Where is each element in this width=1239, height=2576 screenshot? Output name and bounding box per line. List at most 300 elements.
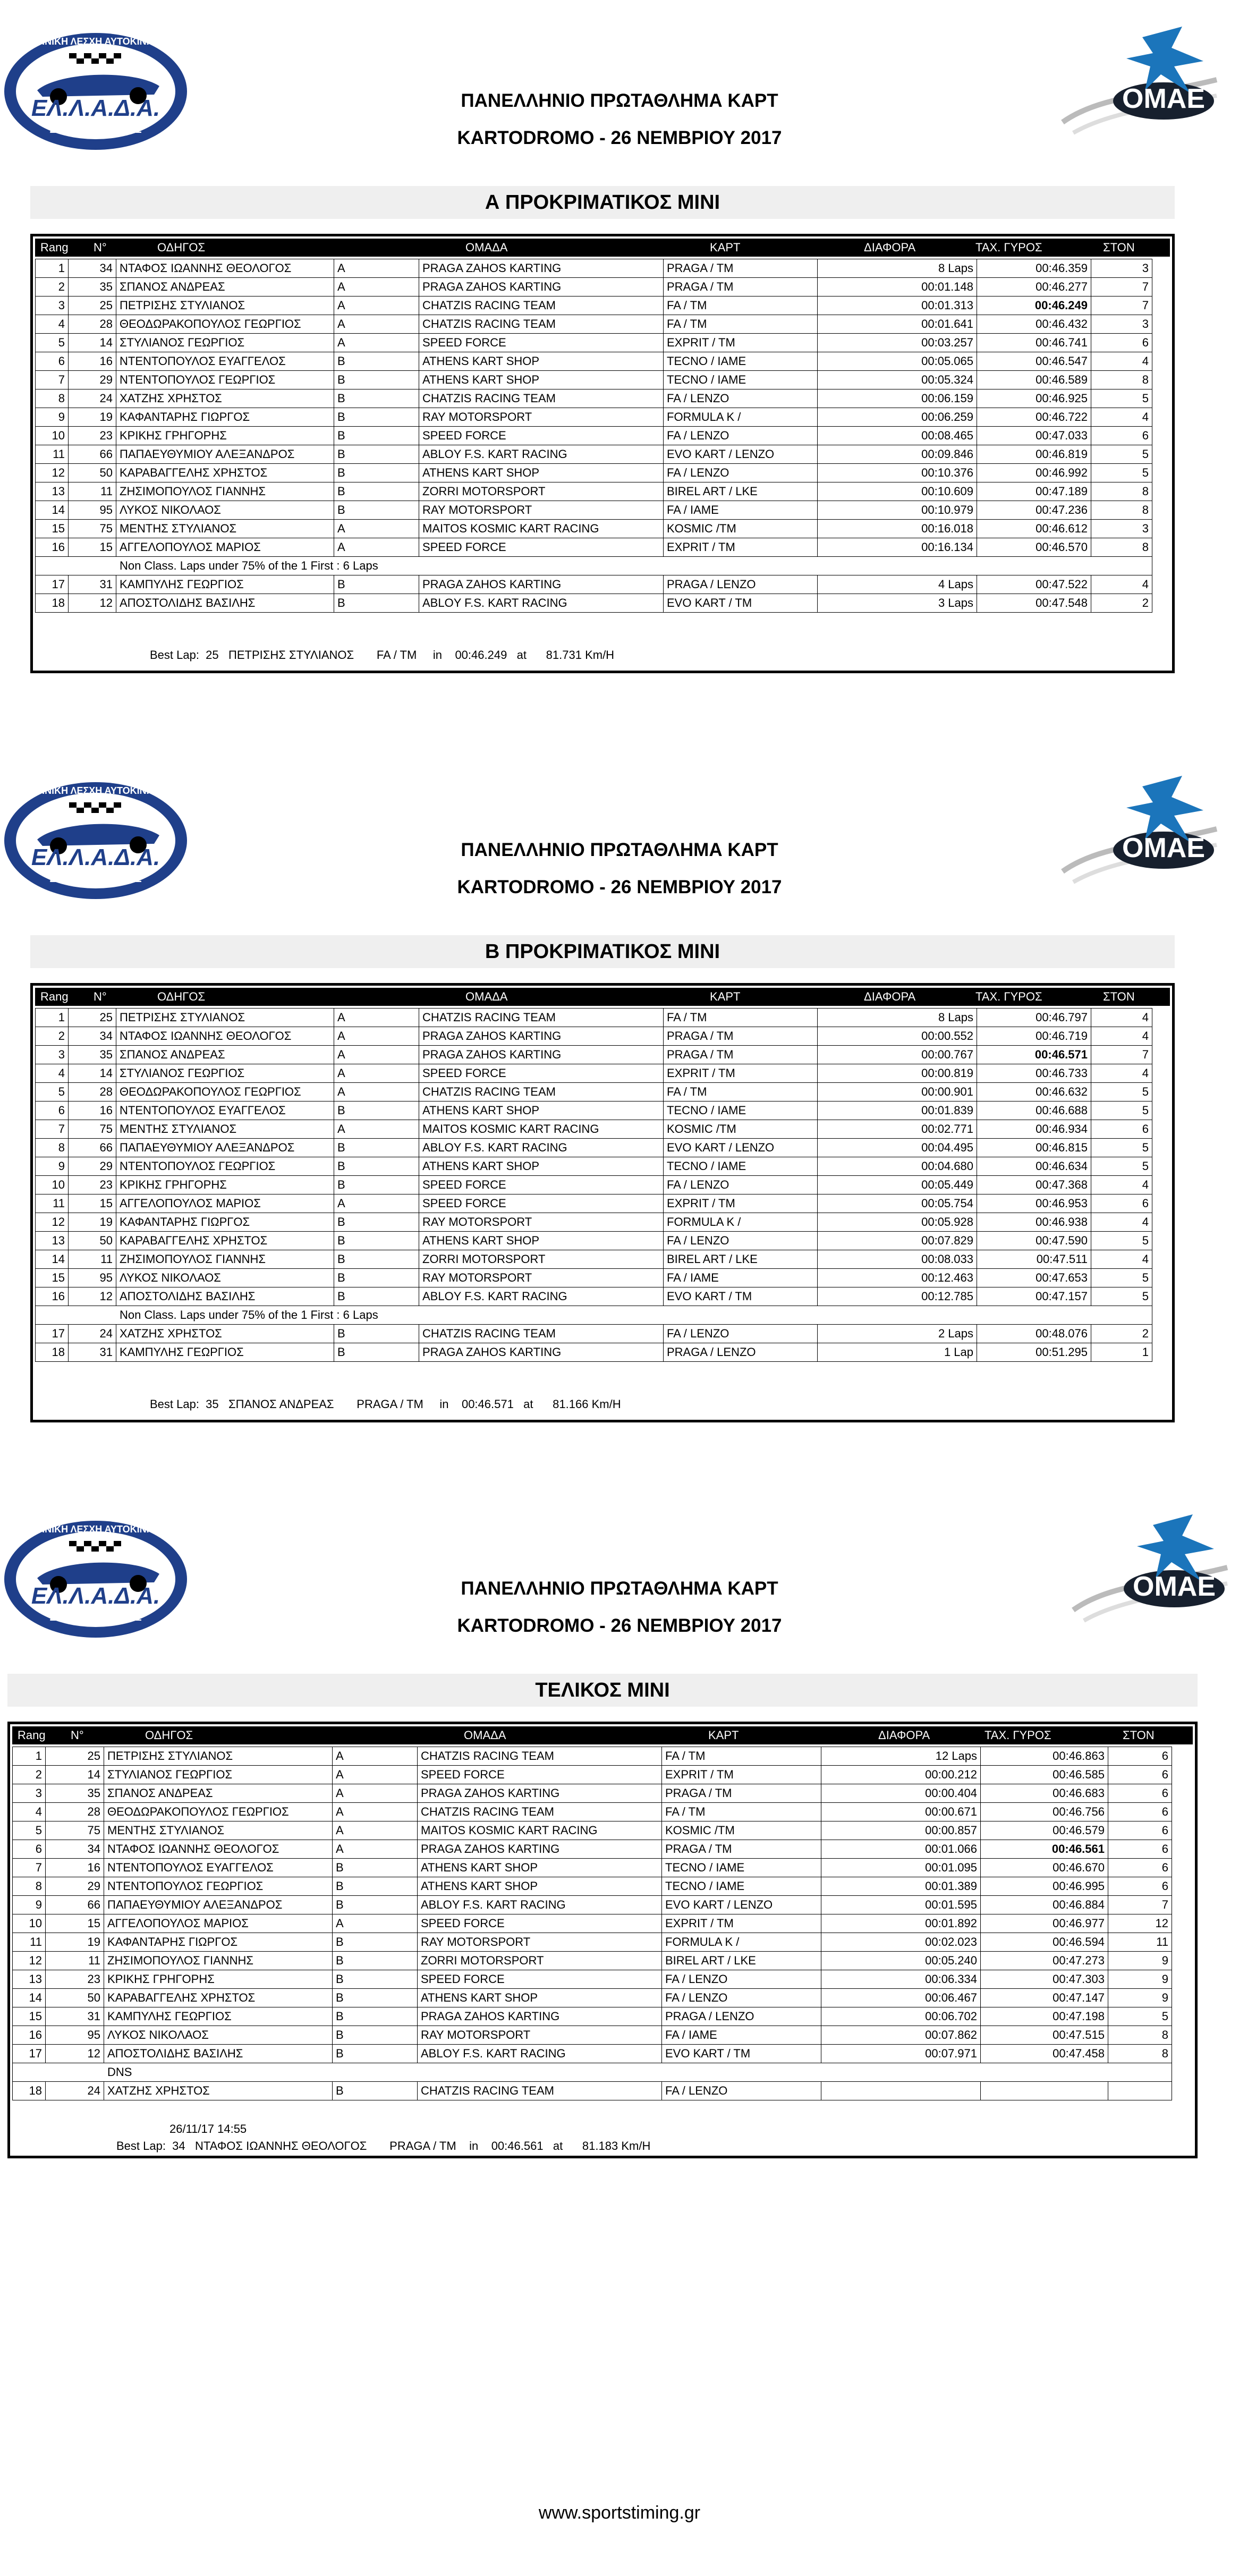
table-row[interactable] bbox=[13, 2007, 1172, 2026]
table-cell: 00:10.609 bbox=[818, 482, 977, 501]
table-cell: EXPRIT / TM bbox=[662, 1914, 821, 1933]
table-cell: TECNO / IAME bbox=[662, 1859, 821, 1877]
table-cell: 25 bbox=[69, 296, 116, 315]
table-cell: PRAGA ZAHOS KARTING bbox=[419, 1343, 664, 1362]
table-cell: 00:01.313 bbox=[818, 296, 977, 315]
session-section bbox=[0, 1488, 1239, 2232]
table-row[interactable] bbox=[36, 334, 1152, 352]
table-row[interactable] bbox=[36, 1194, 1152, 1213]
table-cell: 00:06.334 bbox=[821, 1970, 981, 1989]
table-cell: FA / LENZO bbox=[664, 427, 818, 445]
table-cell: SPEED FORCE bbox=[419, 334, 664, 352]
table-cell: ΣΤΥΛΙΑΝΟΣ ΓΕΩΡΓΙΟΣ bbox=[104, 1766, 333, 1784]
table-cell: ΠΕΤΡΙΣΗΣ ΣΤΥΛΙΑΝΟΣ bbox=[116, 296, 334, 315]
table-cell: SPEED FORCE bbox=[419, 1194, 664, 1213]
table-row[interactable] bbox=[13, 1840, 1172, 1859]
table-cell: 1 bbox=[36, 259, 69, 278]
table-cell: ABLOY F.S. KART RACING bbox=[419, 1287, 664, 1306]
table-row[interactable] bbox=[36, 1120, 1152, 1139]
table-cell: 4 bbox=[1091, 408, 1152, 427]
table-cell: PRAGA ZAHOS KARTING bbox=[418, 1840, 662, 1859]
table-cell: 00:46.938 bbox=[977, 1213, 1091, 1232]
table-cell: RAY MOTORSPORT bbox=[419, 501, 664, 520]
table-cell: TECNO / IAME bbox=[664, 1157, 818, 1176]
table-cell: 00:00.671 bbox=[821, 1803, 981, 1821]
nonclass-label: Non Class. Laps under 75% of the 1 First : 6 Laps bbox=[36, 1306, 1152, 1325]
svg-text:ΕΛ.Λ.Α.Δ.Α.: ΕΛ.Λ.Α.Δ.Α. bbox=[31, 95, 160, 121]
championship-title: ΠΑΝΕΛΛΗΝΙΟ ΠΡΩΤΑΘΛΗΜΑ ΚΑΡΤ bbox=[461, 840, 778, 860]
table-cell: 00:46.579 bbox=[981, 1821, 1108, 1840]
table-cell: 12 bbox=[36, 1213, 69, 1232]
table-cell: 24 bbox=[69, 389, 116, 408]
column-header: ΚΑΡΤ bbox=[708, 1728, 739, 1742]
table-cell: ΠΑΠΑΕΥΘΥΜΙΟΥ ΑΛΕΞΑΝΔΡΟΣ bbox=[104, 1896, 333, 1914]
table-cell: 00:51.295 bbox=[977, 1343, 1091, 1362]
table-cell: CHATZIS RACING TEAM bbox=[419, 1009, 664, 1027]
table-cell: 00:46.277 bbox=[977, 278, 1091, 296]
table-cell: 00:00.212 bbox=[821, 1766, 981, 1784]
table-cell: 14 bbox=[46, 1766, 104, 1784]
table-cell: FA / TM bbox=[664, 1009, 818, 1027]
table-cell: FA / IAME bbox=[664, 501, 818, 520]
table-cell: EXPRIT / TM bbox=[664, 538, 818, 557]
table-cell: ΖΗΣΙΜΟΠΟΥΛΟΣ ΓΙΑΝΝΗΣ bbox=[116, 1250, 334, 1269]
table-row[interactable] bbox=[36, 296, 1152, 315]
table-cell: 8 bbox=[1091, 538, 1152, 557]
table-cell: SPEED FORCE bbox=[419, 1176, 664, 1194]
table-cell: 8 bbox=[36, 389, 69, 408]
nonclass-row[interactable] bbox=[36, 1343, 1152, 1362]
table-cell: 16 bbox=[36, 538, 69, 557]
table-cell: B bbox=[334, 352, 419, 371]
table-cell: CHATZIS RACING TEAM bbox=[418, 1803, 662, 1821]
results-table bbox=[30, 983, 1175, 1422]
table-cell: 6 bbox=[1108, 1747, 1172, 1766]
table-cell: B bbox=[333, 2026, 418, 2045]
table-cell: 16 bbox=[69, 352, 116, 371]
table-cell: ΛΥΚΟΣ ΝΙΚΟΛΑΟΣ bbox=[116, 1269, 334, 1287]
table-cell: ABLOY F.S. KART RACING bbox=[419, 445, 664, 464]
table-row[interactable] bbox=[36, 278, 1152, 296]
column-header: ΣΤΟΝ bbox=[1123, 1728, 1155, 1742]
table-cell: ABLOY F.S. KART RACING bbox=[419, 594, 664, 613]
table-cell: ΧΑΤΖΗΣ ΧΡΗΣΤΟΣ bbox=[116, 1325, 334, 1343]
table-cell: FORMULA K / bbox=[664, 1213, 818, 1232]
table-cell: 00:46.432 bbox=[977, 315, 1091, 334]
table-row[interactable] bbox=[36, 259, 1152, 278]
table-cell: A bbox=[334, 1083, 419, 1101]
table-row[interactable] bbox=[36, 315, 1152, 334]
table-cell: 00:46.547 bbox=[977, 352, 1091, 371]
table-cell: 8 bbox=[36, 1139, 69, 1157]
table-row[interactable] bbox=[13, 1821, 1172, 1840]
table-cell: 00:01.595 bbox=[821, 1896, 981, 1914]
best-lap-summary: Best Lap: 34 ΝΤΑΦΟΣ ΙΩΑΝΝΗΣ ΘΕΟΛΟΓΟΣ PRAGA / TM in 00:46.561 at 81.183 Km/H bbox=[116, 2139, 651, 2153]
table-cell: A bbox=[333, 1821, 418, 1840]
table-cell: PRAGA / TM bbox=[662, 1784, 821, 1803]
table-cell: 00:00.552 bbox=[818, 1027, 977, 1046]
table-cell: ΧΑΤΖΗΣ ΧΡΗΣΤΟΣ bbox=[116, 389, 334, 408]
column-header: ΟΜΑΔΑ bbox=[464, 1728, 506, 1742]
table-cell: ATHENS KART SHOP bbox=[419, 464, 664, 482]
table-cell: 19 bbox=[69, 408, 116, 427]
table-cell: 11 bbox=[36, 1194, 69, 1213]
table-cell: 18 bbox=[13, 2082, 46, 2100]
table-cell: CHATZIS RACING TEAM bbox=[419, 1325, 664, 1343]
table-cell: 00:47.522 bbox=[977, 575, 1091, 594]
table-cell: 12 bbox=[69, 594, 116, 613]
table-cell: FORMULA K / bbox=[664, 408, 818, 427]
table-cell: EXPRIT / TM bbox=[664, 1194, 818, 1213]
table-cell: 00:47.368 bbox=[977, 1176, 1091, 1194]
table-cell: B bbox=[333, 1933, 418, 1952]
table-cell: 00:46.632 bbox=[977, 1083, 1091, 1101]
table-cell: BIREL ART / LKE bbox=[662, 1952, 821, 1970]
table-cell: PRAGA / LENZO bbox=[664, 1343, 818, 1362]
table-cell: ΠΑΠΑΕΥΘΥΜΙΟΥ ΑΛΕΞΑΝΔΡΟΣ bbox=[116, 445, 334, 464]
table-row[interactable] bbox=[36, 1176, 1152, 1194]
table-cell: 35 bbox=[69, 1046, 116, 1064]
table-row[interactable] bbox=[36, 1101, 1152, 1120]
table-cell: 3 bbox=[1091, 520, 1152, 538]
table-cell: 00:07.829 bbox=[818, 1232, 977, 1250]
table-row[interactable] bbox=[13, 2026, 1172, 2045]
table-cell: 00:01.892 bbox=[821, 1914, 981, 1933]
table-row[interactable] bbox=[36, 445, 1152, 464]
table-cell: B bbox=[334, 482, 419, 501]
table-cell: 00:10.979 bbox=[818, 501, 977, 520]
table-cell: EXPRIT / TM bbox=[662, 1766, 821, 1784]
table-cell: ΑΠΟΣΤΟΛΙΔΗΣ ΒΑΣΙΛΗΣ bbox=[116, 594, 334, 613]
svg-text:ΕΛΛΗΝΙΚΗ ΛΕΣΧΗ ΑΥΤΟΚΙΝΗΤΟΥ: ΕΛΛΗΝΙΚΗ ΛΕΣΧΗ ΑΥΤΟΚΙΝΗΤΟΥ bbox=[19, 1524, 173, 1535]
table-cell: 00:46.683 bbox=[981, 1784, 1108, 1803]
table-cell: 5 bbox=[13, 1821, 46, 1840]
table-cell: B bbox=[333, 1970, 418, 1989]
table-cell: 5 bbox=[1108, 2007, 1172, 2026]
table-row[interactable] bbox=[36, 520, 1152, 538]
table-cell: ΛΥΚΟΣ ΝΙΚΟΛΑΟΣ bbox=[116, 501, 334, 520]
table-cell: RAY MOTORSPORT bbox=[419, 1213, 664, 1232]
table-cell: 28 bbox=[69, 315, 116, 334]
table-cell: 15 bbox=[13, 2007, 46, 2026]
column-header: ΟΜΑΔΑ bbox=[465, 990, 508, 1003]
table-cell: ΛΥΚΟΣ ΝΙΚΟΛΑΟΣ bbox=[104, 2026, 333, 2045]
table-cell: 16 bbox=[13, 2026, 46, 2045]
column-header: ΟΜΑΔΑ bbox=[465, 241, 508, 254]
table-row[interactable] bbox=[13, 1896, 1172, 1914]
table-cell: ΣΤΥΛΙΑΝΟΣ ΓΕΩΡΓΙΟΣ bbox=[116, 334, 334, 352]
svg-text:ΕΛ.Λ.Α.Δ.Α.: ΕΛ.Λ.Α.Δ.Α. bbox=[31, 844, 160, 870]
table-row[interactable] bbox=[36, 1250, 1152, 1269]
table-cell: 12 bbox=[69, 1287, 116, 1306]
table-cell: ΝΤΑΦΟΣ ΙΩΑΝΝΗΣ ΘΕΟΛΟΓΟΣ bbox=[104, 1840, 333, 1859]
table-cell: ΝΤΕΝΤΟΠΟΥΛΟΣ ΓΕΩΡΓΙΟΣ bbox=[116, 371, 334, 389]
table-cell: 00:00.767 bbox=[818, 1046, 977, 1064]
table-row[interactable] bbox=[36, 408, 1152, 427]
table-row[interactable] bbox=[36, 389, 1152, 408]
table-cell: CHATZIS RACING TEAM bbox=[419, 315, 664, 334]
table-cell: 15 bbox=[46, 1914, 104, 1933]
table-cell: 00:16.134 bbox=[818, 538, 977, 557]
table-row[interactable] bbox=[13, 1914, 1172, 1933]
table-cell: 6 bbox=[1108, 1803, 1172, 1821]
table-cell: A bbox=[333, 1803, 418, 1821]
table-cell: 29 bbox=[69, 1157, 116, 1176]
table-cell: 7 bbox=[36, 1120, 69, 1139]
event-subtitle: KARTODROMO - 26 ΝΕΜΒΡΙΟΥ 2017 bbox=[457, 128, 782, 148]
table-row[interactable] bbox=[13, 1970, 1172, 1989]
table-row[interactable] bbox=[36, 1139, 1152, 1157]
table-cell: ΝΤΕΝΤΟΠΟΥΛΟΣ ΓΕΩΡΓΙΟΣ bbox=[104, 1877, 333, 1896]
table-cell: 00:00.901 bbox=[818, 1083, 977, 1101]
table-row[interactable] bbox=[36, 1009, 1152, 1027]
table-cell: 00:46.561 bbox=[981, 1840, 1108, 1859]
table-cell: 4 bbox=[36, 1064, 69, 1083]
table-cell: 14 bbox=[69, 334, 116, 352]
table-cell: 00:46.670 bbox=[981, 1859, 1108, 1877]
table-cell: ΣΠΑΝΟΣ ΑΝΔΡΕΑΣ bbox=[104, 1784, 333, 1803]
table-cell: 6 bbox=[36, 1101, 69, 1120]
table-cell: B bbox=[333, 1896, 418, 1914]
table-cell: 13 bbox=[36, 1232, 69, 1250]
svg-text:ΔΥΤΙΚΗΣ ΑΤΤΙΚΗΣ: ΔΥΤΙΚΗΣ ΑΤΤΙΚΗΣ bbox=[49, 873, 142, 885]
table-cell: MAITOS KOSMIC KART RACING bbox=[418, 1821, 662, 1840]
table-cell: 00:46.925 bbox=[977, 389, 1091, 408]
event-subtitle: KARTODROMO - 26 ΝΕΜΒΡΙΟΥ 2017 bbox=[457, 1615, 782, 1636]
table-cell: 5 bbox=[1091, 1101, 1152, 1120]
table-cell: 8 bbox=[1108, 2026, 1172, 2045]
table-cell: 00:47.198 bbox=[981, 2007, 1108, 2026]
table-cell: FA / TM bbox=[662, 1747, 821, 1766]
table-row[interactable] bbox=[13, 1989, 1172, 2007]
table-row[interactable] bbox=[36, 464, 1152, 482]
table-cell: B bbox=[334, 1101, 419, 1120]
table-cell: ΚΡΙΚΗΣ ΓΡΗΓΟΡΗΣ bbox=[104, 1970, 333, 1989]
table-cell: 00:01.095 bbox=[821, 1859, 981, 1877]
table-cell: 12 Laps bbox=[821, 1747, 981, 1766]
table-cell: ΠΑΠΑΕΥΘΥΜΙΟΥ ΑΛΕΞΑΝΔΡΟΣ bbox=[116, 1139, 334, 1157]
nonclass-row[interactable] bbox=[36, 1325, 1152, 1343]
table-cell: EVO KART / LENZO bbox=[664, 445, 818, 464]
table-row[interactable] bbox=[36, 1064, 1152, 1083]
nonclass-label: Non Class. Laps under 75% of the 1 First : 6 Laps bbox=[36, 557, 1152, 575]
table-cell: B bbox=[334, 1343, 419, 1362]
table-cell: SPEED FORCE bbox=[419, 1064, 664, 1083]
table-row[interactable] bbox=[36, 352, 1152, 371]
table-cell: ΑΓΓΕΛΟΠΟΥΛΟΣ ΜΑΡΙΟΣ bbox=[116, 1194, 334, 1213]
table-cell: A bbox=[334, 259, 419, 278]
table-cell: 95 bbox=[46, 2026, 104, 2045]
table-cell: ΚΑΦΑΝΤΑΡΗΣ ΓΙΩΡΓΟΣ bbox=[116, 1213, 334, 1232]
table-cell: ATHENS KART SHOP bbox=[419, 1157, 664, 1176]
table-cell: 12 bbox=[36, 464, 69, 482]
table-cell: PRAGA / TM bbox=[664, 278, 818, 296]
nonclass-row[interactable] bbox=[36, 575, 1152, 594]
table-cell: ATHENS KART SHOP bbox=[418, 1859, 662, 1877]
table-cell: B bbox=[334, 594, 419, 613]
table-cell: 2 bbox=[36, 278, 69, 296]
table-row[interactable] bbox=[36, 482, 1152, 501]
table-row[interactable] bbox=[13, 2045, 1172, 2063]
table-cell: ΑΠΟΣΤΟΛΙΔΗΣ ΒΑΣΙΛΗΣ bbox=[116, 1287, 334, 1306]
table-cell: 15 bbox=[36, 520, 69, 538]
table-row[interactable] bbox=[36, 1232, 1152, 1250]
table-cell: A bbox=[334, 1009, 419, 1027]
table-row[interactable] bbox=[36, 1213, 1152, 1232]
table-cell: A bbox=[334, 1064, 419, 1083]
table-row[interactable] bbox=[36, 1287, 1152, 1306]
table-cell: 5 bbox=[1091, 1269, 1152, 1287]
table-cell: ATHENS KART SHOP bbox=[419, 1232, 664, 1250]
best-lap-summary: Best Lap: 25 ΠΕΤΡΙΣΗΣ ΣΤΥΛΙΑΝΟΣ FA / TM in 00:46.249 at 81.731 Km/H bbox=[150, 648, 615, 662]
table-cell: 15 bbox=[69, 1194, 116, 1213]
table-cell: 35 bbox=[46, 1784, 104, 1803]
column-header: Rang bbox=[40, 990, 69, 1003]
table-cell: 6 bbox=[1108, 1766, 1172, 1784]
table-cell: 31 bbox=[46, 2007, 104, 2026]
nonclass-divider bbox=[36, 557, 1152, 575]
column-header: ΔΙΑΦΟΡΑ bbox=[878, 1728, 930, 1742]
table-cell: 00:09.846 bbox=[818, 445, 977, 464]
table-row[interactable] bbox=[13, 1877, 1172, 1896]
table-row[interactable] bbox=[36, 1269, 1152, 1287]
table-cell: B bbox=[334, 575, 419, 594]
timestamp: 26/11/17 14:55 bbox=[169, 2122, 247, 2136]
table-cell: 00:00.404 bbox=[821, 1784, 981, 1803]
table-cell: 2 bbox=[13, 1766, 46, 1784]
table-cell: A bbox=[333, 1914, 418, 1933]
best-lap-summary: Best Lap: 35 ΣΠΑΝΟΣ ΑΝΔΡΕΑΣ PRAGA / TM in 00:46.571 at 81.166 Km/H bbox=[150, 1397, 621, 1411]
table-row[interactable] bbox=[13, 1747, 1172, 1766]
table-cell: FA / LENZO bbox=[664, 464, 818, 482]
table-row[interactable] bbox=[13, 1933, 1172, 1952]
table-cell: 11 bbox=[36, 445, 69, 464]
table-cell: 00:46.797 bbox=[977, 1009, 1091, 1027]
table-cell: 00:05.928 bbox=[818, 1213, 977, 1232]
table-row[interactable] bbox=[36, 371, 1152, 389]
table-cell: 1 bbox=[1091, 1343, 1152, 1362]
table-cell: FA / LENZO bbox=[662, 1989, 821, 2007]
table-cell: ΣΠΑΝΟΣ ΑΝΔΡΕΑΣ bbox=[116, 1046, 334, 1064]
table-cell: TECNO / IAME bbox=[662, 1877, 821, 1896]
table-cell: B bbox=[334, 427, 419, 445]
table-cell: 14 bbox=[13, 1989, 46, 2007]
table-cell: 7 bbox=[36, 371, 69, 389]
table-row[interactable] bbox=[13, 1803, 1172, 1821]
table-cell: B bbox=[334, 1269, 419, 1287]
table-cell: 7 bbox=[13, 1859, 46, 1877]
table-cell: 6 bbox=[36, 352, 69, 371]
table-cell: 15 bbox=[69, 538, 116, 557]
table-row[interactable] bbox=[36, 1157, 1152, 1176]
table-cell: 24 bbox=[69, 1325, 116, 1343]
table-cell: 00:47.273 bbox=[981, 1952, 1108, 1970]
table-cell: KOSMIC /TM bbox=[664, 1120, 818, 1139]
table-cell: ΚΑΦΑΝΤΑΡΗΣ ΓΙΩΡΓΟΣ bbox=[116, 408, 334, 427]
table-cell: EVO KART / TM bbox=[662, 2045, 821, 2063]
table-row[interactable] bbox=[13, 1952, 1172, 1970]
table-cell: 4 bbox=[1091, 1027, 1152, 1046]
table-cell: 00:05.324 bbox=[818, 371, 977, 389]
table-cell: 11 bbox=[69, 1250, 116, 1269]
table-cell: 2 bbox=[1091, 594, 1152, 613]
session-title: ΤΕΛΙΚΟΣ ΜΙΝΙ bbox=[7, 1674, 1198, 1707]
table-row[interactable] bbox=[36, 1046, 1152, 1064]
table-cell: RAY MOTORSPORT bbox=[418, 2026, 662, 2045]
table-row[interactable] bbox=[13, 1859, 1172, 1877]
table-row[interactable] bbox=[36, 427, 1152, 445]
table-cell: B bbox=[334, 1157, 419, 1176]
table-cell: 00:05.065 bbox=[818, 352, 977, 371]
table-cell: 00:47.157 bbox=[977, 1287, 1091, 1306]
table-cell: 35 bbox=[69, 278, 116, 296]
table-cell: 9 bbox=[36, 408, 69, 427]
table-row[interactable] bbox=[36, 1027, 1152, 1046]
table-header bbox=[35, 239, 1170, 257]
table-cell: FA / TM bbox=[664, 296, 818, 315]
table-cell: 00:46.634 bbox=[977, 1157, 1091, 1176]
table-cell: 8 bbox=[1091, 371, 1152, 389]
table-row[interactable] bbox=[36, 538, 1152, 557]
nonclass-divider bbox=[36, 1306, 1152, 1325]
table-row[interactable] bbox=[36, 1083, 1152, 1101]
nonclass-row[interactable] bbox=[36, 594, 1152, 613]
table-cell: 11 bbox=[13, 1933, 46, 1952]
table-cell: ΧΑΤΖΗΣ ΧΡΗΣΤΟΣ bbox=[104, 2082, 333, 2100]
table-cell: PRAGA ZAHOS KARTING bbox=[419, 278, 664, 296]
table-cell: B bbox=[334, 1250, 419, 1269]
table-cell: B bbox=[334, 501, 419, 520]
table-cell: PRAGA ZAHOS KARTING bbox=[418, 2007, 662, 2026]
table-cell: ΚΑΡΑΒΑΓΓΕΛΗΣ ΧΡΗΣΤΟΣ bbox=[116, 1232, 334, 1250]
table-cell: 17 bbox=[13, 2045, 46, 2063]
table-row[interactable] bbox=[13, 1784, 1172, 1803]
footer-url[interactable]: www.sportstiming.gr bbox=[538, 2503, 701, 2523]
table-cell: 50 bbox=[46, 1989, 104, 2007]
svg-text:ΟΜΑΕ: ΟΜΑΕ bbox=[1122, 83, 1205, 114]
nonclass-row[interactable] bbox=[13, 2082, 1172, 2100]
nonclass-label: DNS bbox=[13, 2063, 1172, 2082]
column-header: ΤΑΧ. ΓΥΡΟΣ bbox=[985, 1728, 1051, 1742]
table-header bbox=[35, 988, 1170, 1006]
table-cell: 00:46.884 bbox=[981, 1896, 1108, 1914]
session-title: Α ΠΡΟΚΡΙΜΑΤΙΚΟΣ ΜΙΝΙ bbox=[30, 186, 1175, 219]
table-cell: B bbox=[333, 1859, 418, 1877]
table-cell: MAITOS KOSMIC KART RACING bbox=[419, 520, 664, 538]
table-cell: B bbox=[333, 1989, 418, 2007]
table-cell: ATHENS KART SHOP bbox=[418, 1989, 662, 2007]
table-cell: 75 bbox=[46, 1821, 104, 1840]
table-cell: 00:46.612 bbox=[977, 520, 1091, 538]
table-cell: SPEED FORCE bbox=[419, 427, 664, 445]
table-cell: 00:47.511 bbox=[977, 1250, 1091, 1269]
session-title: Β ΠΡΟΚΡΙΜΑΤΙΚΟΣ ΜΙΝΙ bbox=[30, 935, 1175, 968]
table-cell: 14 bbox=[36, 1250, 69, 1269]
table-cell: 19 bbox=[46, 1933, 104, 1952]
table-cell: ΘΕΟΔΩΡΑΚΟΠΟΥΛΟΣ ΓΕΩΡΓΙΟΣ bbox=[116, 315, 334, 334]
table-cell: 29 bbox=[46, 1877, 104, 1896]
table-cell: 19 bbox=[69, 1213, 116, 1232]
table-row[interactable] bbox=[36, 501, 1152, 520]
table-cell: A bbox=[334, 538, 419, 557]
table-cell: ΘΕΟΔΩΡΑΚΟΠΟΥΛΟΣ ΓΕΩΡΓΙΟΣ bbox=[104, 1803, 333, 1821]
table-cell: 00:01.148 bbox=[818, 278, 977, 296]
table-row[interactable] bbox=[13, 1766, 1172, 1784]
table-cell: 3 bbox=[1091, 315, 1152, 334]
table-cell: ΚΑΡΑΒΑΓΓΕΛΗΣ ΧΡΗΣΤΟΣ bbox=[116, 464, 334, 482]
table-cell: 00:16.018 bbox=[818, 520, 977, 538]
table-cell: FA / LENZO bbox=[662, 2082, 821, 2100]
